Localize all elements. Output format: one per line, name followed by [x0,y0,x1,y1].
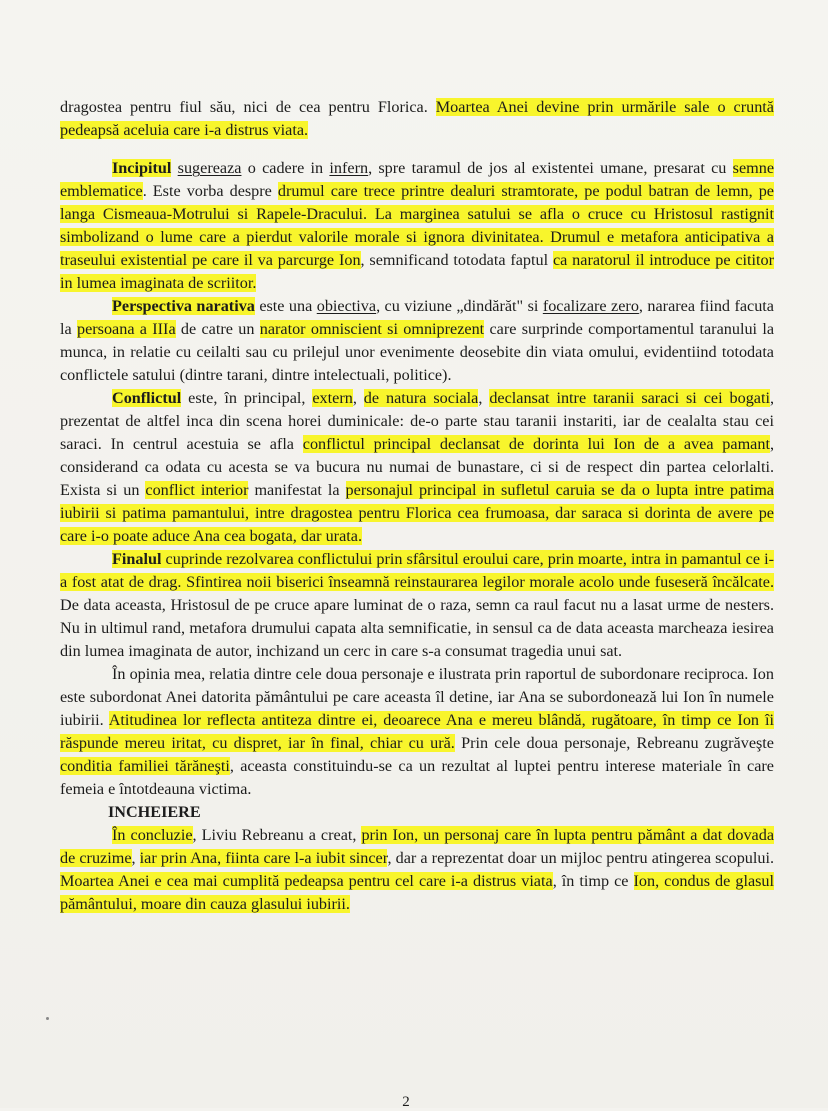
text-run: , [352,389,364,407]
highlighted-text: conditia familiei tărăneşti [60,757,230,775]
paragraph [60,157,774,295]
text-run: manifestat la [248,481,346,499]
highlighted-text: Ion, condus de glasul pământului, moare din cauza glasului iubirii. [60,872,775,913]
text-run: focalizare zero [542,297,639,315]
text-run: , spre taramul de jos al existentei umane, presarat cu [368,159,733,177]
highlighted-text: declansat intre taranii saraci si cei bogati [489,389,770,407]
text-run: , nararea fiind facuta la [60,297,774,338]
text-run: , cu viziune „dindărăt" si [376,297,543,315]
section-heading [108,801,774,824]
paper-speck [46,1017,49,1020]
highlighted-text: În concluzie [112,826,193,844]
text-run: care surprinde comportamentul taranului la munca, in relatie cu ceilalti sau cu prilejul unor evenimente deosebite din viata omului, evidentiind totodata conflictele satului (dintre tarani, dintre intelectuali, politice). [60,320,775,384]
highlighted-text: ca naratorul il introduce pe cititor in lumea imaginata de scriitor. [60,251,775,292]
text-run: , [131,849,140,867]
text-run: Prin cele doua personaje, Rebreanu zugrăveşte [454,734,774,752]
highlighted-text: semne emblematice [60,159,775,200]
highlighted-text: narator omniscient si omniprezent [259,320,485,338]
text-run: , Liviu Rebreanu a creat, [192,826,362,844]
paragraph [60,96,774,142]
text-run: este una [254,297,317,315]
paragraph [60,663,774,801]
text-run: este, în principal, [181,389,313,407]
text-run: , prezentat de altfel inca din scena horei duminicale: de-o parte stau taranii instariti, iar de cealalta stau cei saraci. In centrul acestuia se afla [60,389,775,453]
paragraph [60,387,774,548]
highlighted-text: de natura sociala [363,389,479,407]
highlighted-text: conflictul principal declansat de dorinta lui Ion de a avea pamant [302,435,770,453]
paragraph [60,824,774,916]
text-run: , considerand ca odata cu acesta se va bucura nu numai de bunastare, ci si de respect din partea celorlalti. Exista si un [60,435,774,499]
highlighted-text: cuprinde rezolvarea conflictului prin sfârsitul eroului care, prin moarte, intra in pamantul ce i-a fost atat de drag. Sfintirea noii biserici înseamnă reinstaurarea legilor morale acolo unde fuseseră încălcate. [60,550,774,591]
text-run: dragostea pentru fiul său, nici de cea pentru Florica. [60,98,436,116]
highlighted-text: iar prin Ana, fiinta care l-a iubit sincer [139,849,388,867]
highlighted-text: conflict interior [145,481,249,499]
highlighted-text: Moartea Anei e cea mai cumplită pedeapsa pentru cel care i-a distrus viata [60,872,553,890]
text-run: obiectiva [316,297,377,315]
text-run: , în timp ce [552,872,634,890]
highlighted-text: personajul principal in sufletul caruia se da o lupta intre patima iubirii si patima pamantului, intre dragostea pentru Florica cea frumoasa, dar saraca si dorinta de avere pe care i-o poate aduce Ana cea bogata, dar urata. [60,481,774,545]
text-run: sugereaza [177,159,242,177]
text-run: , semnificand totodata faptul [360,251,553,269]
text-run: o cadere in [241,159,330,177]
highlighted-text: Atitudinea lor reflecta antiteza dintre ei, deoarece Ana e mereu blândă, rugătoare, în timp ce Ion îi răspunde mereu iritat, cu dispret, iar în final, chiar cu ură. [60,711,774,752]
text-run: infern [329,159,369,177]
highlighted-text: extern [312,389,353,407]
text-run: , [478,389,490,407]
document-body [60,96,774,916]
text-run: În opinia mea, relatia dintre cele doua personaje e ilustrata prin raportul de subordonare reciproca. Ion este subordonat Anei datorita pământului pe care aceasta îl detine, iar Ana se subordonează lui Ion în numele iubirii. [60,665,774,729]
text-run: . Este vorba despre [142,182,278,200]
highlighted-text: persoana a IIIa [76,320,176,338]
page-number: 2 [402,1094,410,1110]
text-run: , dar a reprezentat doar un mijloc pentru atingerea scopului. [387,849,775,867]
bold-term: Incipitul [112,159,172,177]
paragraph [60,548,774,663]
text-run: De data aceasta, Hristosul de pe cruce apare luminat de o raza, semn ca raul facut nu a lasat urme de nesters. Nu in ultimul rand, metafora drumului capata alta semnificatie, in sensul ca de data aceasta marcheaza iesirea din lumea imaginata de autor, inchizand un cerc in care s-a consumat tragedia unui sat. [60,596,774,660]
text-run: , aceasta constituindu-se ca un rezultat al luptei pentru interese materiale în care femeia e întotdeauna victima. [60,757,774,798]
text-run: INCHEIERE [108,803,201,821]
highlighted-text: drumul care trece printre dealuri stramtorate, pe podul batran de lemn, pe langa Cismeaua-Motrului si Rapele-Dracului. La marginea satului se afla o cruce cu Hristosul rastignit simbolizand o lume care a pierdut valorile morale si ignora divinitatea. Drumul e metafora anticipativa a traseului existential pe care il va parcurge Ion [60,182,774,269]
paragraph [60,295,774,387]
highlighted-text: prin Ion, un personaj care în lupta pentru pământ a dat dovada de cruzime [60,826,774,867]
highlighted-text: Moartea Anei devine prin urmările sale o cruntă pedeapsă aceluia care i-a distrus viata. [60,98,774,139]
bold-term: Conflictul [112,389,182,407]
text-run: de catre un [175,320,260,338]
bold-term: Perspectiva narativa [112,297,255,315]
bold-term: Finalul [112,550,162,568]
